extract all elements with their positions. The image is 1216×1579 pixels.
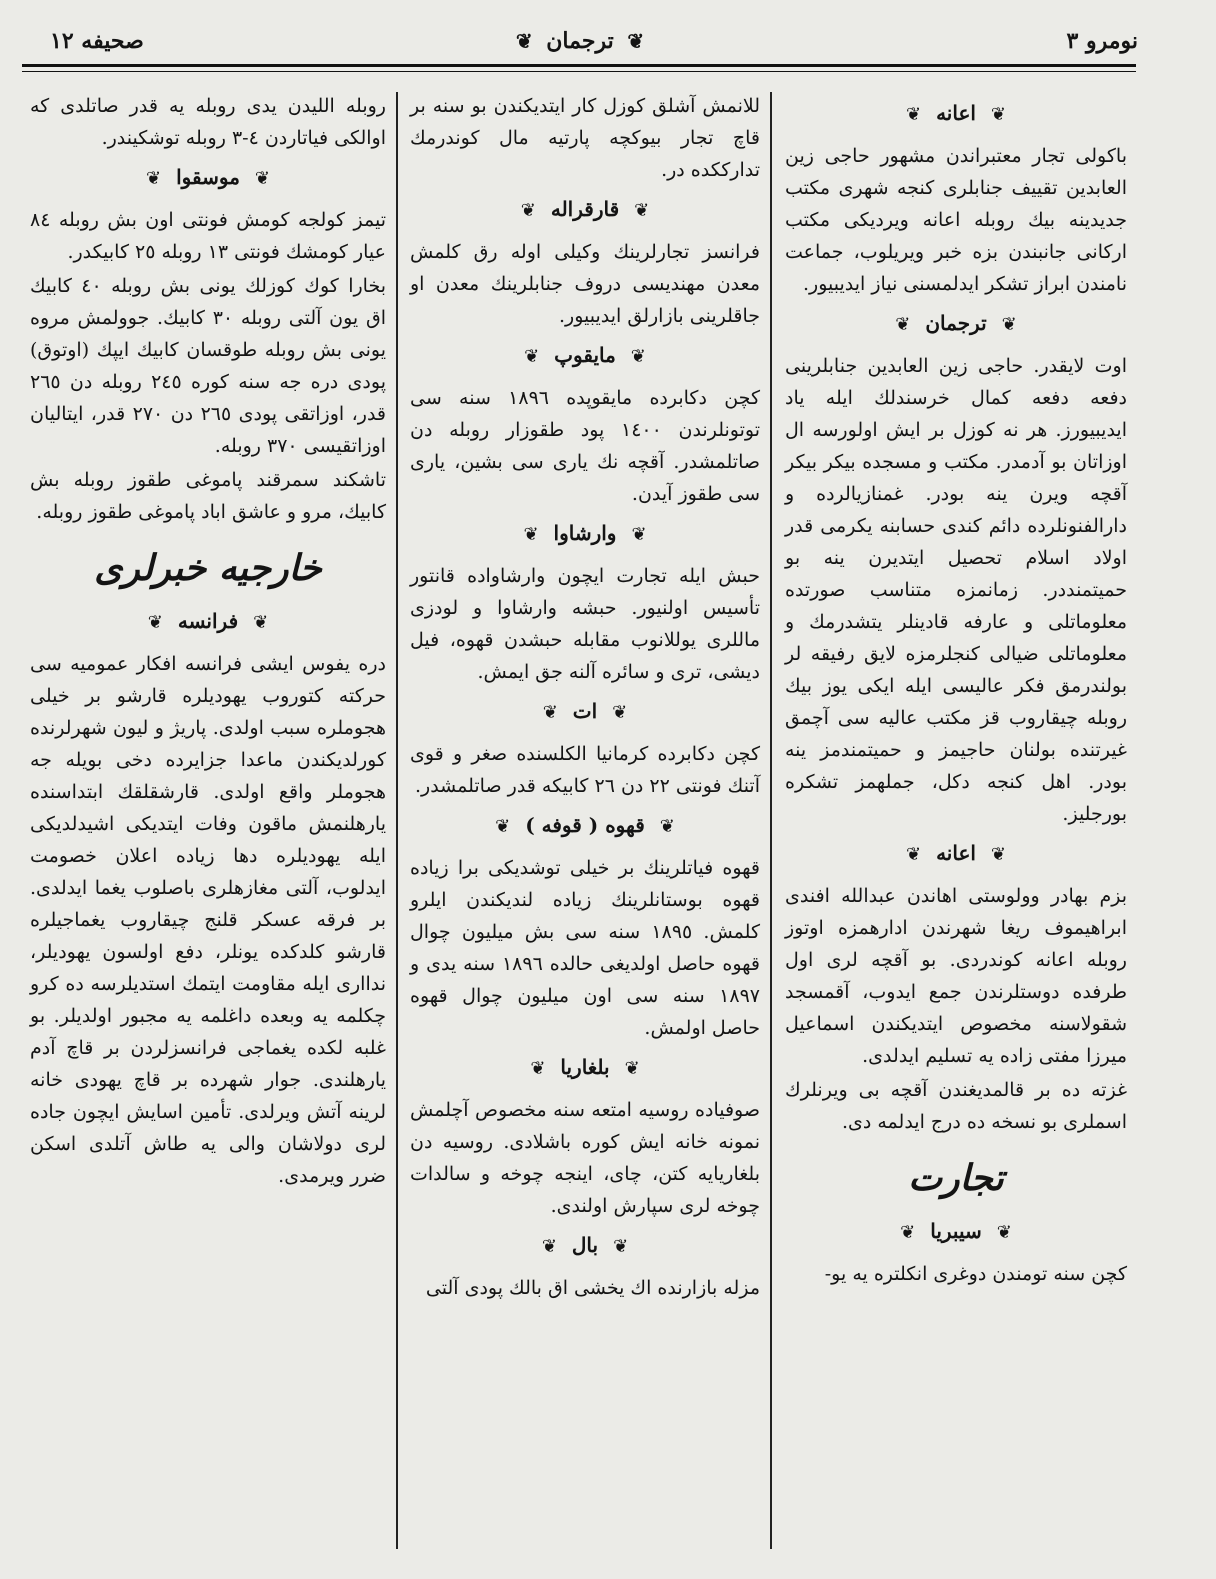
- column-middle: [402, 90, 768, 1559]
- ornament-icon: ❦: [900, 1222, 916, 1243]
- section-heading: [30, 160, 386, 196]
- ornament-icon: ❦: [612, 702, 628, 723]
- ornament-icon: ❦: [147, 612, 163, 633]
- article-text: مزله بازارنده اك يخشى اق بالك پودى آلتى: [425, 1277, 760, 1299]
- section-heading: [410, 338, 760, 374]
- ornament-icon: ❦: [1001, 314, 1017, 335]
- article-text: فرانسز تجارلرينك وكيلى اوله رق كلمش معدن مهنديسى دروف جنابلرينك معدن او جاقلرينى بازارلق ايديبيور.: [410, 241, 760, 327]
- ornament-icon: ❦: [530, 1058, 546, 1079]
- section-big-title: تجارت: [908, 1157, 1004, 1199]
- section-heading: [785, 96, 1127, 132]
- section-heading: [30, 604, 386, 640]
- ornament-icon: ❦: [541, 1236, 557, 1257]
- ornament-icon: ❦: [906, 844, 922, 865]
- article-text: كچن سنه تومندن دوغرى انكلتره يه يو-: [824, 1263, 1127, 1285]
- ornament-icon: ❦: [990, 844, 1006, 865]
- section-heading: [410, 516, 760, 552]
- section-heading-text: موسقوا: [176, 165, 240, 189]
- section-heading: [410, 694, 760, 730]
- ornament-icon: ❦: [895, 314, 911, 335]
- section-heading-text: وارشاوا: [553, 521, 617, 545]
- article-text: روبله الليدن يدى روبله يه قدر صاتلدى كه اوالكى فياتاردن ٤-٣ روبله توشكيندر.: [30, 95, 386, 149]
- section-heading: [410, 1050, 760, 1086]
- ornament-icon: ❦: [253, 612, 269, 633]
- article-text: تيمز كولجه كومش فونتى اون بش روبله ٨٤ عيار كومشك فونتى ١٣ روبله ٢٥ كابيكدر.: [30, 209, 386, 263]
- column-divider: [396, 92, 398, 1549]
- section-heading-text: اعانه: [936, 841, 976, 865]
- page-number: صحيفه ١٢: [50, 28, 144, 54]
- section-heading-text: ترجمان: [925, 311, 987, 335]
- article-text: باكولى تجار معتبراندن مشهور حاجى زين العابدين تقييف جنابلرى كنجه شهرى مكتب جديدينه بيك روبله اعانه ويرديكى مكتب اركانى جانبندن بزه خبر ويريلوب، جماعت نامندن ابراز تشكر ايدلمسنى نياز ايديبيور.: [785, 145, 1127, 295]
- section-heading: [410, 192, 760, 228]
- section-heading: [785, 836, 1127, 872]
- article-text: تاشكند سمرقند پاموغى طقوز روبله بش كابيك، مرو و عاشق اباد پاموغى طقوز روبله.: [30, 469, 386, 523]
- ornament-icon: ❦: [520, 200, 536, 221]
- section-heading: [785, 306, 1127, 342]
- section-heading-text: ات: [572, 699, 598, 723]
- article-text: دره يفوس ايشى فرانسه افكار عموميه سى حركته كتوروب يهوديلره قارشو بر خيلى هجوملره سبب اولدى. پاريژ و ليون شهرلرنده كورلديكندن ماعدا جزايرده دخى بويله جه هجوملر واقع اولدى. قارشقلقك ابتداسنده يارهلنمش ماقون وفات ايتديكى اشيدلديكى ايله يهوديلره دها زياده اعلان خصومت ايدلوب، آلتى مغازهلرى باصلوب يغما ايدلدى. بر فرقه عسكر قلنج چيقاروب يغماجيلره قارشو كلدكده يونلر، دفع اولسون يهوديلر، نداارى ايله مقاومت ايتمك استديلرسه ده كرو چكلمه يه وبعده داغلمه يه مجبور اولديلر. بو غلبه لكده يغماجى فرانسزلردن بر قاچ آدم يارهلندى. جوار شهرده بر قاچ يهودى خانه لرينه آتش ويرلدى. تأمين اسايش ايچون جاده لرى دولاشان والى يه طاش آتلدى اسكن ضرر ويرمدى.: [30, 653, 386, 1187]
- header-rule-thick: [22, 64, 1136, 67]
- ornament-icon: ❦: [659, 816, 675, 837]
- section-heading-text: سيبريا: [930, 1219, 982, 1243]
- section-heading-text: اعانه: [936, 101, 976, 125]
- section-heading-text: مايقوپ: [554, 343, 616, 367]
- newspaper-title-text: ترجمان: [546, 28, 614, 54]
- ornament-icon: ❦: [906, 104, 922, 125]
- column-right: [777, 90, 1135, 1559]
- article-text: اوت لايقدر. حاجى زين العابدين جنابلرينى دفعه دفعه كمال خرسندلك ايله ياد ايديبيورز. هر نه كوزل بر ايش اولورسه ال اوزاتان بو آدمدر. مكتب و مسجده بيكر بيكر آقچه ويرن ينه بودر. غمنازيالرده و دارالفنونلرده دائم كندى حسابنه يكرمى قدر اولاد اسلام تحصيل ايتديرن ينه بو حميتمنددر. زمانمزه متناسب صورتده معلوماتلى و عارفه قادينلر يتشدرمك و معلوماتلى ضيالى كنجلرمزه لايق رفيقه لر بولندرمق فكر عاليسى ايله ايكى يوز بيك روبله چيقاروب قز مكتب عاليه سى آچمق غيرتنده بولنان حاجيمز و حميتمندمز ينه بودر. اهل كنجه دكل، جملهمز تشكره بورجليز.: [785, 355, 1127, 825]
- article-text: بزم بهادر وولوستى اهاندن عبدالله افندى ابراهيموف ريغا شهرندن ادارهمزه اوتوز روبله اعانه كوندردى. بو آقچه لرى اول طرفده دوستلرندن جمع ايدوب، آقمسجد شقولاسنه مخصوص ايتديكندن اسماعيل ميرزا مفتى زاده يه تسليم ايدلدى.: [785, 885, 1127, 1067]
- ornament-icon: ❦: [515, 29, 533, 53]
- newspaper-title: [510, 28, 650, 54]
- article-text: قهوه فياتلرينك بر خيلى توشديكى برا زياده قهوه بوستانلرينك زياده لنديكندن ايلرو كلمش. ١٨٩٥ سنه سى بش ميليون چوال قهوه حاصل اولديغى حالده ١٨٩٦ سنه يدى و ١٨٩٧ سنه سى اون ميليون چوال قهوه حاصل اولمش.: [410, 857, 761, 1039]
- header-rule-thin: [22, 71, 1136, 72]
- section-heading-text: قهوه ( قوفه ): [525, 813, 645, 837]
- section-heading: [410, 1228, 760, 1264]
- section-heading-text: فرانسه: [177, 609, 239, 633]
- section-heading-text: قارقراله: [550, 197, 620, 221]
- article-text: بخارا كوك كوزلك يونى بش روبله ٤٠ كابيك اق يون آلتى روبله ٣٠ كابيك. جوولمش مروه يونى بش روبله طوقسان كابيك ايپك (اوتوق) پودى دره جه سنه كوره ٢٤٥ روبله دن ٢٦٥ قدر، اوزاتقى پودى ٢٦٥ دن ٢٧٠ قدر، ايتاليان اوزاتقيسى ٣٧٠ روبله.: [30, 275, 387, 457]
- ornament-icon: ❦: [146, 168, 162, 189]
- article-text: كچن دكابرده كرمانيا الكلسنده صغر و قوى آتنك فونتى ٢٢ دن ٢٦ كابيكه قدر صاتلمشدر.: [410, 743, 760, 797]
- ornament-icon: ❦: [631, 524, 647, 545]
- ornament-icon: ❦: [990, 104, 1006, 125]
- ornament-icon: ❦: [634, 200, 650, 221]
- ornament-icon: ❦: [523, 524, 539, 545]
- ornament-icon: ❦: [254, 168, 270, 189]
- ornament-icon: ❦: [542, 702, 558, 723]
- section-heading: [785, 1214, 1127, 1250]
- article-text: صوفياده روسيه امتعه سنه مخصوص آچلمش نمونه خانه ايش كوره باشلادى. روسيه دن بلغاريايه كتن، چاى، اينجه چوخه و سالدات چوخه لرى سپارش اولندى.: [410, 1099, 760, 1217]
- ornament-icon: ❦: [624, 1058, 640, 1079]
- article-text: للانمش آشلق كوزل كار ايتديكندن بو سنه بر قاچ تجار بيوكچه پارتيه مال كوندرمك تدارككده در.: [410, 95, 760, 181]
- ornament-icon: ❦: [613, 1236, 629, 1257]
- article-note: غزته ده بر قالمديغندن آقچه بى ويرنلرك اسملرى بو نسخه ده درج ايدلمه دى.: [785, 1079, 1127, 1133]
- section-heading-text: بال: [571, 1233, 599, 1257]
- section-big-title: خارجيه خبرلرى: [94, 547, 322, 589]
- ornament-icon: ❦: [627, 29, 645, 53]
- ornament-icon: ❦: [996, 1222, 1012, 1243]
- column-divider: [770, 92, 772, 1549]
- section-heading: [410, 808, 760, 844]
- issue-number: نومرو ٣: [1066, 28, 1138, 54]
- article-text: حبش ايله تجارت ايچون وارشاواده قانتور تأسيس اولنيور. حبشه وارشاوا و لودزى ماللرى يوللانوب مقابله حبشدن قهوه، فيل ديشى، ترى و سائره آلنه جق ايمش.: [410, 565, 760, 683]
- section-heading-text: بلغاريا: [560, 1055, 610, 1079]
- ornament-icon: ❦: [630, 346, 646, 367]
- ornament-icon: ❦: [495, 816, 511, 837]
- ornament-icon: ❦: [524, 346, 540, 367]
- article-text: كچن دكابرده مايقوپده ١٨٩٦ سنه سى توتونلرندن ١٤٠٠ پود طقوزار روبله دن صاتلمشدر. آقچه نك يارى سى بشين، يارى سى طقوز آيدن.: [410, 387, 760, 505]
- column-left: [22, 90, 394, 1559]
